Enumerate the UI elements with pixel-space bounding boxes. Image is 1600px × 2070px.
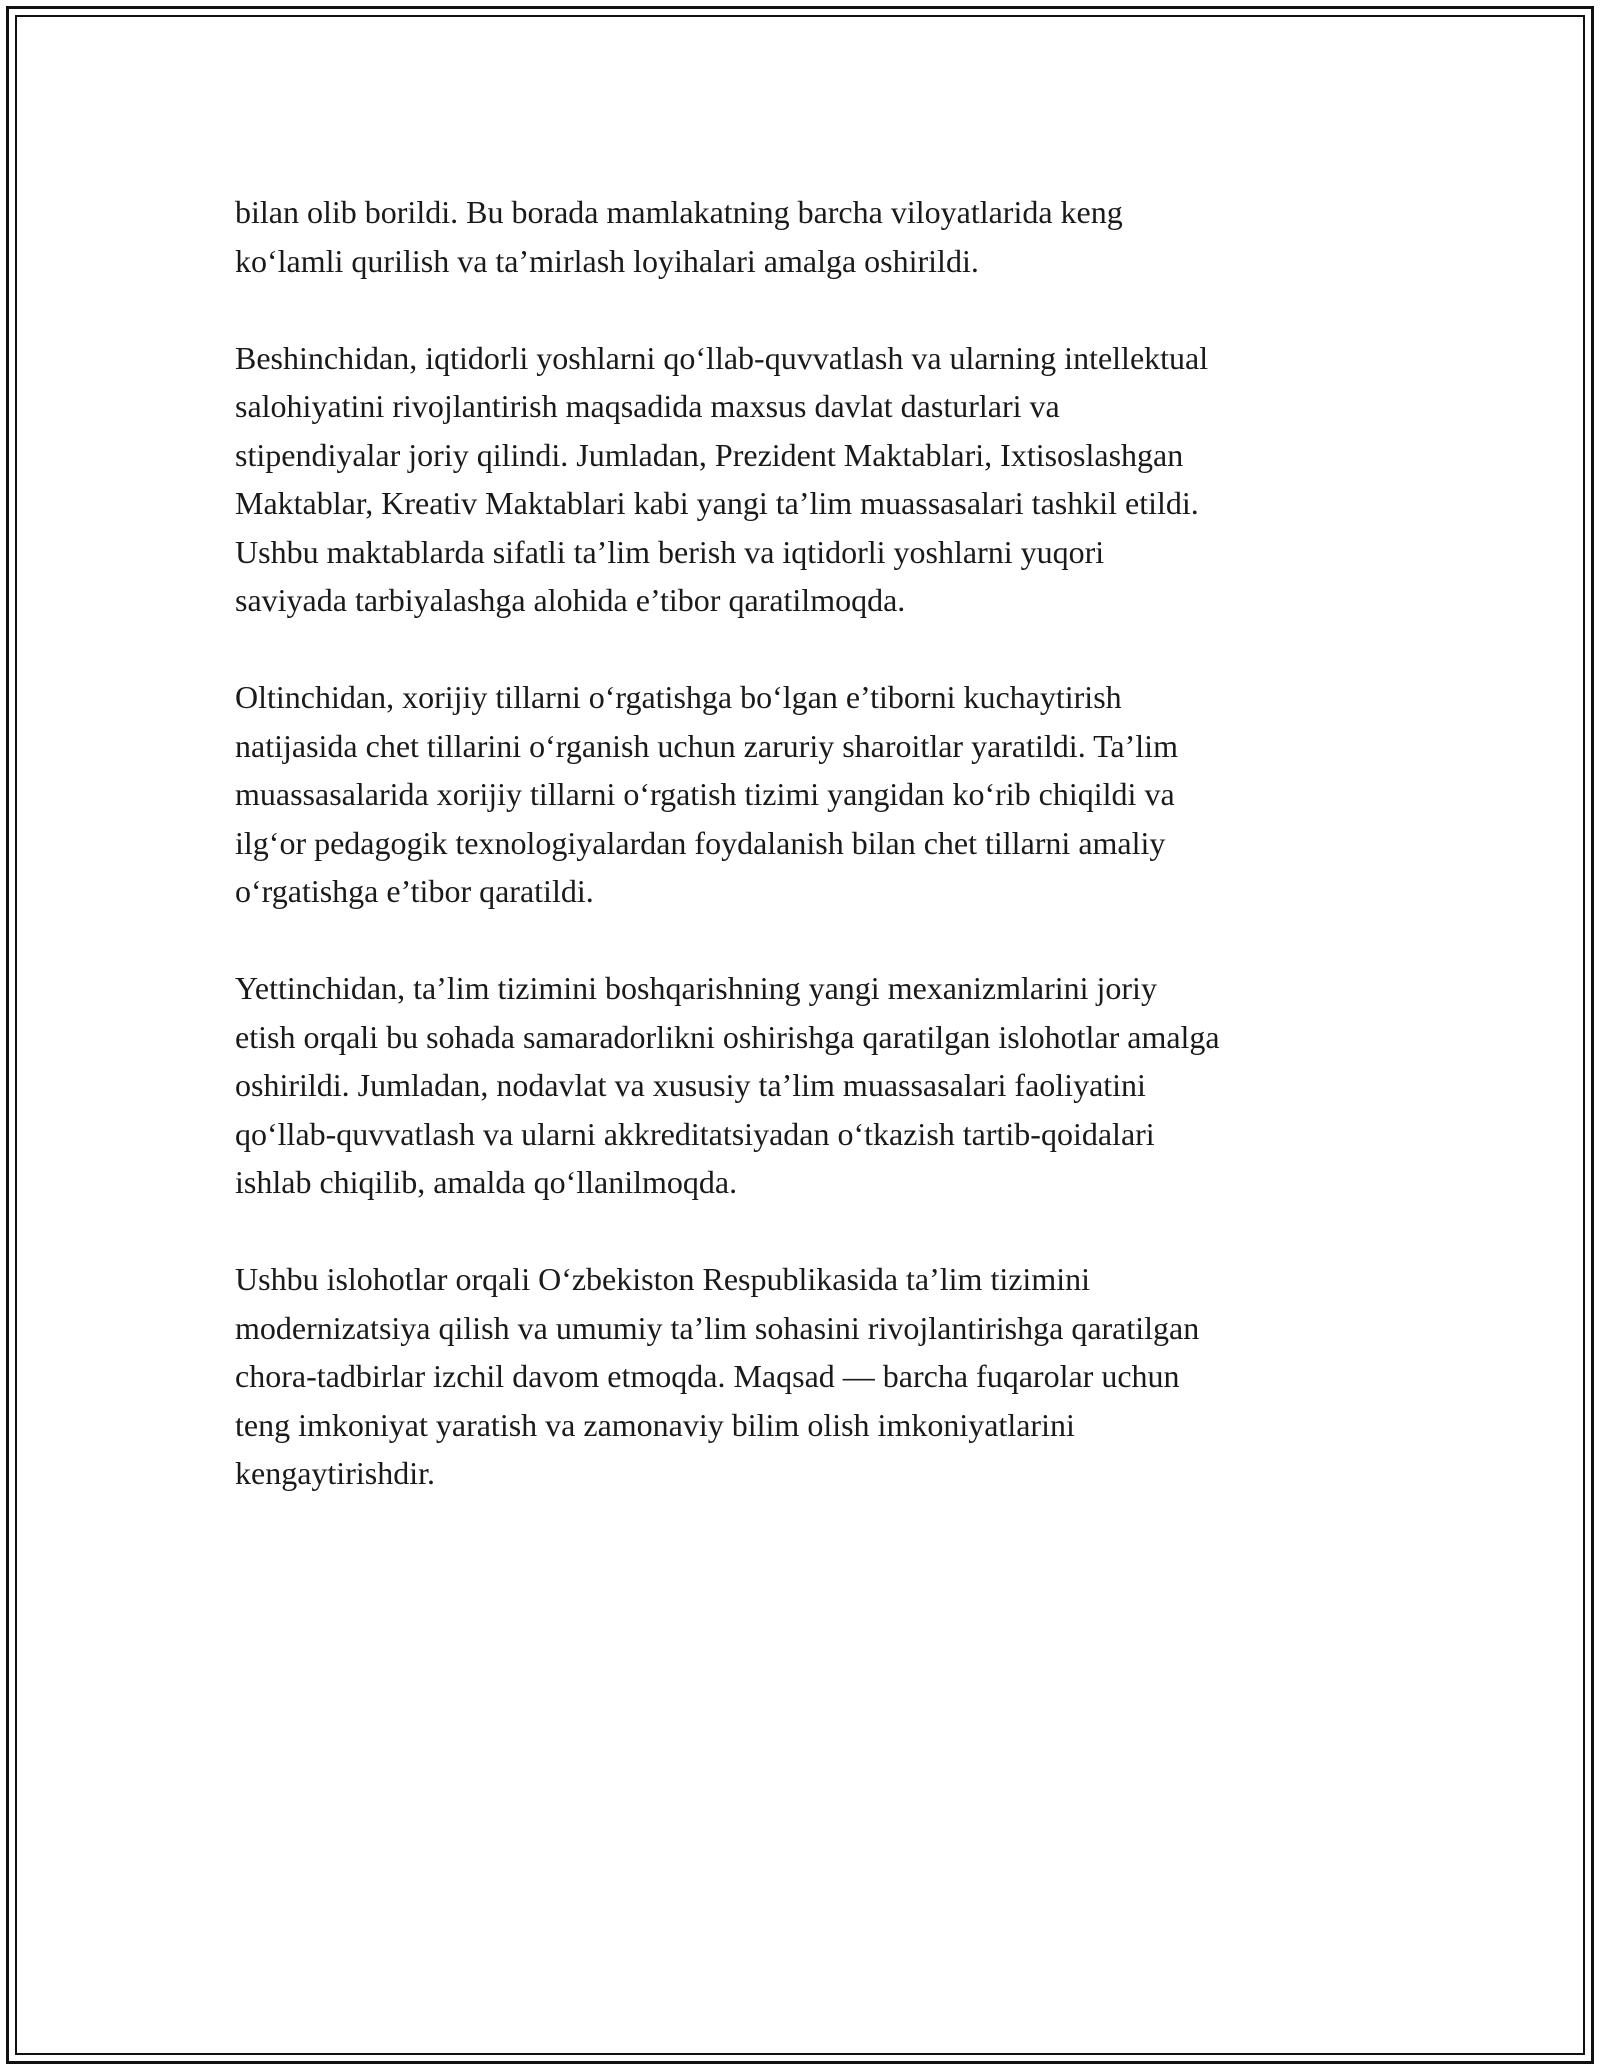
text-line: saviyada tarbiyalashga alohida e’tibor qaratilmoqda. [235, 582, 906, 618]
paragraph-continuation [235, 188, 1370, 285]
text-line: modernizatsiya qilish va umumiy ta’lim sohasini rivojlantirishga qaratilgan [235, 1309, 1200, 1346]
text-line: muassasalarida xorijiy tillarni o‘rgatish tizimi yangidan ko‘rib chiqildi va [235, 776, 1175, 812]
text-line: natijasida chet tillarini o‘rganish uchun zaruriy sharoitlar yaratildi. Ta’lim [235, 727, 1178, 764]
paragraph-beshinchidan [235, 334, 1370, 625]
text-line: oshirildi. Jumladan, nodavlat va xususiy ta’lim muassasalari faoliyatini [235, 1067, 1146, 1103]
paragraph-oltinchidan [235, 673, 1370, 916]
text-line: Ushbu islohotlar orqali O‘zbekiston Respublikasida ta’lim tizimini [235, 1261, 1090, 1297]
text-line: Yettinchidan, ta’lim tizimini boshqarishning yangi mexanizmlarini joriy [235, 970, 1157, 1006]
text-line: qo‘llab-quvvatlash va ularni akkreditatsiyadan o‘tkazish tartib-qoidalari [235, 1115, 1155, 1152]
paragraph-yettinchidan [235, 964, 1370, 1207]
text-line: Ushbu maktablarda sifatli ta’lim berish va iqtidorli yoshlarni yuqori [235, 533, 1105, 570]
text-line: ilg‘or pedagogik texnologiyalardan foydalanish bilan chet tillarni amaliy [235, 824, 1166, 861]
text-line: teng imkoniyat yaratish va zamonaviy bilim olish imkoniyatlarini [235, 1406, 1075, 1443]
text-line: salohiyatini rivojlantirish maqsadida maxsus davlat dasturlari va [235, 388, 1060, 424]
text-line: Oltinchidan, xorijiy tillarni o‘rgatishga bo‘lgan e’tiborni kuchaytirish [235, 679, 1122, 715]
text-line: Maktablar, Kreativ Maktablari kabi yangi ta’lim muassasalari tashkil etildi. [235, 485, 1199, 521]
text-line: o‘rgatishga e’tibor qaratildi. [235, 873, 594, 909]
text-line: kengaytirishdir. [235, 1455, 435, 1491]
document-body [235, 188, 1370, 1546]
text-line: Beshinchidan, iqtidorli yoshlarni qo‘llab-quvvatlash va ularning intellektual [235, 339, 1209, 376]
text-line: stipendiyalar joriy qilindi. Jumladan, Prezident Maktablari, Ixtisoslashgan [235, 436, 1184, 473]
text-line: bilan olib borildi. Bu borada mamlakatning barcha viloyatlarida keng [235, 194, 1123, 230]
paragraph-conclusion [235, 1255, 1370, 1498]
text-line: ishlab chiqilib, amalda qo‘llanilmoqda. [235, 1164, 738, 1200]
text-line: chora-tadbirlar izchil davom etmoqda. Maqsad — barcha fuqarolar uchun [235, 1358, 1180, 1394]
text-line: ko‘lamli qurilish va ta’mirlash loyihalari amalga oshirildi. [235, 242, 979, 279]
text-line: etish orqali bu sohada samaradorlikni oshirishga qaratilgan islohotlar amalga [235, 1018, 1220, 1055]
